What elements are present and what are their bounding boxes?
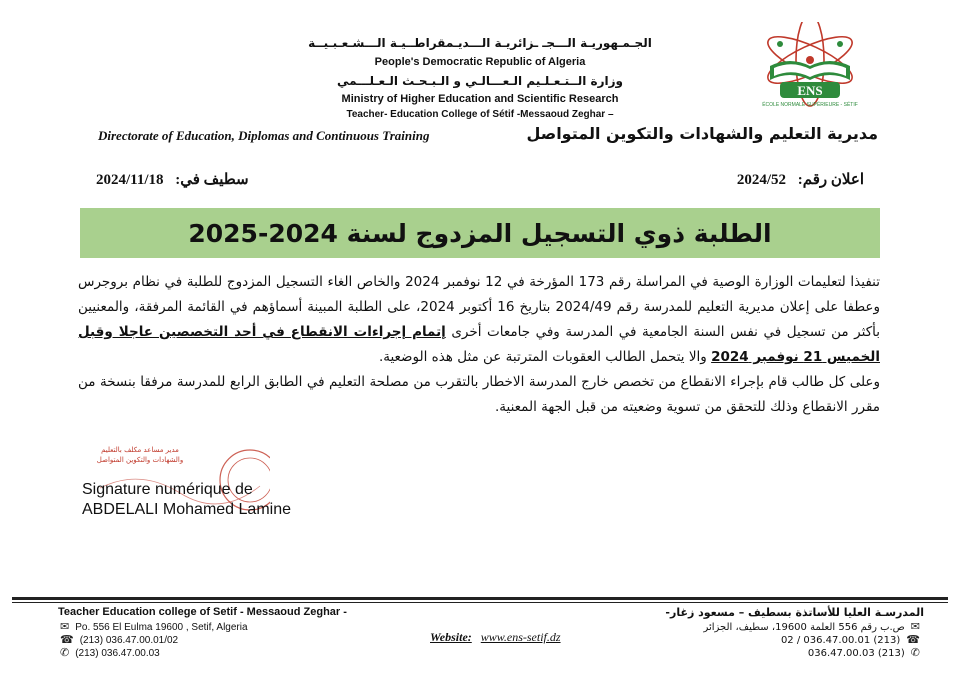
announcement-date [96, 170, 249, 189]
footer-phone-ar [781, 633, 920, 646]
place-label: سطيف في: [175, 172, 249, 188]
footer-rule-thin [12, 602, 948, 603]
fax-icon: ✆ [60, 647, 70, 659]
announcement-value: 2024/52 [736, 172, 787, 188]
footer-college-en: Teacher Education college of Setif - Messaoud Zeghar - [58, 606, 347, 618]
footer-address-en [60, 620, 248, 633]
phone-icon: ☎ [60, 634, 74, 646]
paragraph-1-end: والا يتحمل الطالب العقوبات المترتبة عن مثل هذه الوضعية. [378, 349, 707, 365]
footer-college-ar: المدرسـة العليا للأساتذة بسطيف – مسعود زغار- [665, 606, 924, 619]
signature-line-1: Signature numérique de [82, 481, 253, 498]
footer-website [430, 630, 561, 645]
footer-phone-ar-text: (213) 036.47.00.01 / 02 [780, 635, 901, 646]
website-label: Website: [430, 630, 472, 644]
ens-logo [740, 22, 880, 114]
stamp-line-1: مدير مساعد مكلف بالتعليم [101, 446, 179, 454]
announcement-title: الطلبة ذوي التسجيل المزدوج لسنة 2024-2025 [188, 218, 772, 248]
header-republic-ar: الجـمـهوريـة الـــجـ ـزائريـة الـــديـمقراطــيـة الـــشـعـبـيــة [308, 36, 652, 50]
paragraph-1-text: تنفيذا لتعليمات الوزارة الوصية في المراسلة رقم 173 المؤرخة في 12 نوفمبر 2024 والخاص الغاء التسجيل المزدوج للطلبة في نظام بروجرس وعطفا على إعلان مديرية التعليم للمدرسة رقم 2024/49 بتاريخ 16 أكتوبر 2024، على الطلبة المبينة أسماؤهم في القائمة المرفقة، والمعنيين بأكثر من تسجيل في نفس السنة الجامعية في المدرسة وفي جامعات أخرى [78, 274, 880, 340]
phone-icon: ☎ [906, 633, 920, 646]
header-republic-en: People's Democratic Republic of Algeria [374, 56, 586, 68]
signature-line-2: ABDELALI Mohamed Lamine [82, 501, 291, 518]
fax-icon: ✆ [910, 646, 920, 659]
digital-signature [82, 480, 291, 520]
footer-phone-en-text: (213) 036.47.00.01/02 [79, 635, 179, 646]
header-college-en: Teacher- Education College of Sétif -Messaoud Zeghar – [346, 109, 614, 120]
mail-icon: ✉ [60, 621, 70, 633]
stamp-line-2: والشهادات والتكوين المتواصل [96, 456, 184, 464]
footer-fax-ar [808, 646, 920, 659]
directorate-en: Directorate of Education, Diplomas and Continuous Training [98, 128, 430, 143]
footer-fax-en [60, 646, 160, 659]
header-ministry-en: Ministry of Higher Education and Scientific Research [341, 93, 619, 105]
announcement-number [737, 170, 864, 189]
date-value: 2024/11/18 [96, 172, 164, 188]
announcement-label: اعلان رقم: [797, 172, 864, 188]
footer-address-ar [703, 620, 920, 633]
footer-fax-en-text: (213) 036.47.00.03 [75, 648, 160, 659]
title-band [80, 208, 880, 258]
announcement-body [78, 270, 880, 420]
paragraph-1 [78, 270, 880, 370]
footer-fax-ar-text: (213) 036.47.00.03 [807, 648, 905, 659]
paragraph-1-emphasis: إتمام إجراءات الانقطاع في أحد التخصصين عاجلا وقبل الخميس 21 نوفمبر 2024 [78, 324, 880, 365]
footer-phone-en [60, 633, 178, 646]
paragraph-2: وعلى كل طالب قام بإجراء الانقطاع من تخصص خارج المدرسة الاخطار بالتقرب من مصلحة التعليم في الطابق الرابع للمدرسة مرفقا بنسخة من مقرر الانقطاع وذلك للتحقق من تسوية وضعيته من قبل الجهة المعنية. [78, 374, 880, 415]
footer-address-ar-text: ص.ب رقم 556 العلمة 19600، سطيف، الجزائر [703, 622, 905, 633]
footer-address-en-text: Po. 556 El Eulma 19600 , Setif, Algeria [75, 622, 248, 633]
footer-rule-thick [12, 597, 948, 600]
logo-subtext: ÉCOLE NORMALE SUPÉRIEURE - SÉTIF [762, 102, 858, 108]
header-ministry-ar: وزارة الــتـعـلـيم الـعـــالـي و الـبـحـث الـعـلـــمي [336, 74, 624, 88]
logo-text: ENS [797, 83, 823, 98]
mail-icon: ✉ [910, 620, 920, 633]
directorate-ar: مديرية التعليم والشهادات والتكوين المتواصل [526, 124, 878, 143]
website-link[interactable]: www.ens-setif.dz [480, 630, 561, 644]
